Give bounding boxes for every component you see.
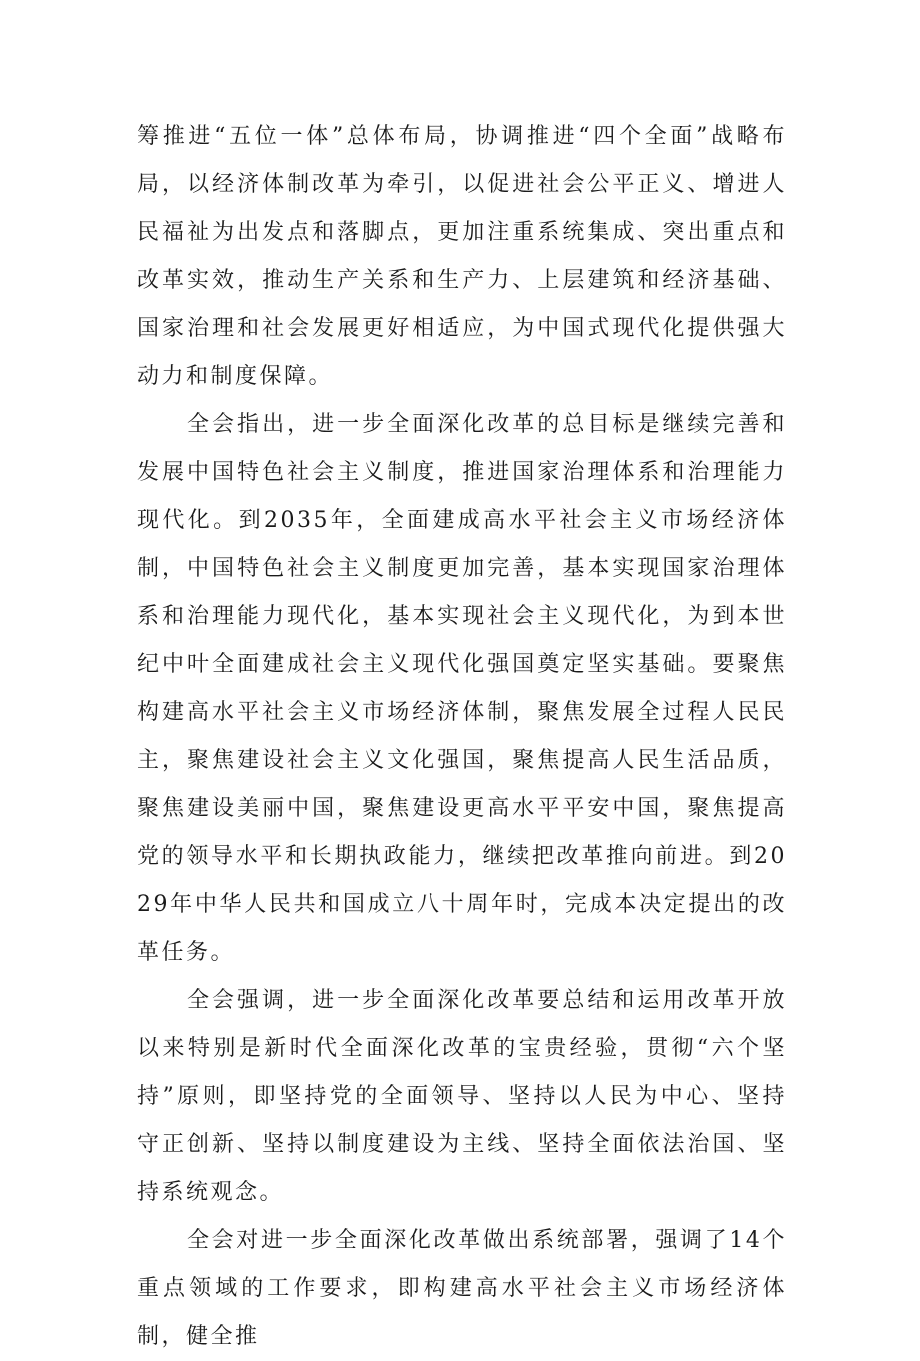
paragraph-continuation: 筹推进“五位一体”总体布局，协调推进“四个全面”战略布局，以经济体制改革为牵引，以促进社会公平正义、增进人民福祉为出发点和落脚点，更加注重系统集成、突出重点和改革实效，推动生产关系和生产力、上层建筑和经济基础、国家治理和社会发展更好相适应，为中国式现代化提供强大动力和制度保障。 (137, 124, 787, 389)
paragraph-plenum-goal: 全会指出，进一步全面深化改革的总目标是继续完善和发展中国特色社会主义制度，推进国家治理体系和治理能力现代化。到2035年，全面建成高水平社会主义市场经济体制，中国特色社会主义制度更加完善，基本实现国家治理体系和治理能力现代化，基本实现社会主义现代化，为到本世纪中叶全面建成社会主义现代化强国奠定坚实基础。要聚焦构建高水平社会主义市场经济体制，聚焦发展全过程人民民主，聚焦建设社会主义文化强国，聚焦提高人民生活品质，聚焦建设美丽中国，聚焦建设更高水平平安中国，聚焦提高党的领导水平和长期执政能力，继续把改革推向前进。到2029年中华人民共和国成立八十周年时，完成本决定提出的改革任务。 (137, 412, 787, 965)
document-body (137, 113, 787, 1361)
paragraph-plenum-principles: 全会强调，进一步全面深化改革要总结和运用改革开放以来特别是新时代全面深化改革的宝贵经验，贯彻“六个坚持”原则，即坚持党的全面领导、坚持以人民为中心、坚持守正创新、坚持以制度建设为主线、坚持全面依法治国、坚持系统观念。 (137, 988, 787, 1205)
paragraph-plenum-deployment: 全会对进一步全面深化改革做出系统部署，强调了14个重点领域的工作要求，即构建高水平社会主义市场经济体制，健全推 (137, 1228, 787, 1349)
